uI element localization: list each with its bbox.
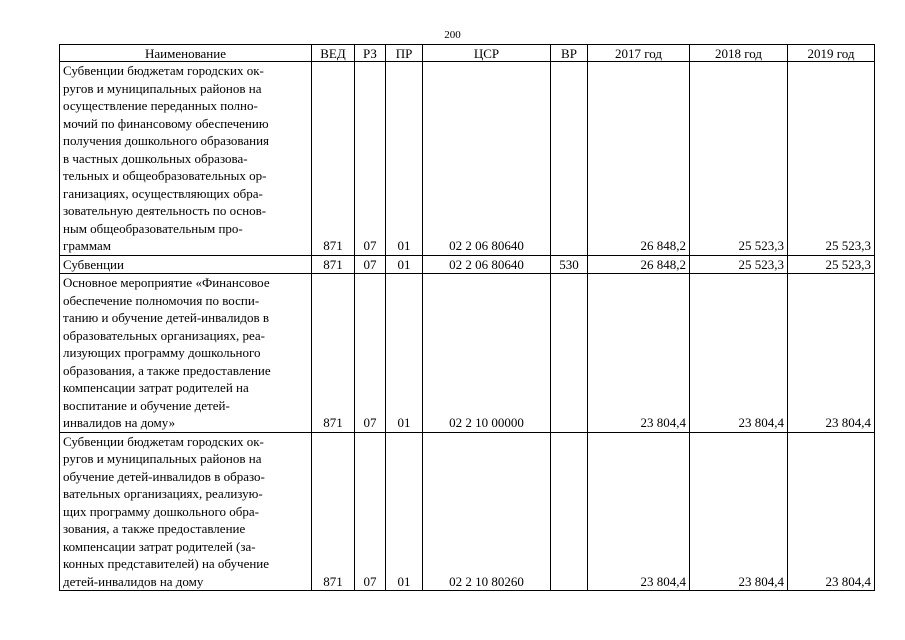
table-body [60, 62, 875, 591]
cell-rz: 07 [355, 62, 386, 256]
cell-name: Субвенции бюджетам городских ок- ругов и муниципальных районов на осуществление переданных полно- мочий по финансовому обеспечению получения дошкольного образования в частных дошкольных образова- тельных и общеобразовательных ор- ганизациях, осуществляющих обра- зовательную деятельность по основ- ным общеобразовательным про- граммам [60, 62, 312, 256]
cell-vr [551, 274, 588, 433]
cell-ved: 871 [312, 62, 355, 256]
cell-csr: 02 2 10 00000 [423, 274, 551, 433]
cell-2018: 25 523,3 [690, 62, 788, 256]
cell-ved: 871 [312, 274, 355, 433]
cell-vr [551, 62, 588, 256]
cell-vr: 530 [551, 255, 588, 274]
cell-2019: 23 804,4 [788, 274, 875, 433]
cell-vr [551, 432, 588, 591]
table-row [60, 62, 875, 256]
header-csr: ЦСР [423, 45, 551, 62]
budget-table [59, 44, 875, 591]
cell-rz: 07 [355, 432, 386, 591]
cell-pr: 01 [386, 255, 423, 274]
header-2017: 2017 год [588, 45, 690, 62]
table-row [60, 432, 875, 591]
cell-pr: 01 [386, 432, 423, 591]
cell-name: Субвенции бюджетам городских ок- ругов и муниципальных районов на обучение детей-инвалидов в образо- вательных организациях, реализую- щих программу дошкольного обра- зования, а также предоставление компенсации затрат родителей (за- конных представителей) на обучение детей-инвалидов на дому [60, 432, 312, 591]
cell-2019: 25 523,3 [788, 62, 875, 256]
cell-2017: 26 848,2 [588, 62, 690, 256]
cell-2018: 23 804,4 [690, 274, 788, 433]
header-row [60, 45, 875, 62]
header-pr: ПР [386, 45, 423, 62]
cell-pr: 01 [386, 62, 423, 256]
cell-name: Субвенции [60, 255, 312, 274]
cell-2017: 23 804,4 [588, 432, 690, 591]
cell-rz: 07 [355, 274, 386, 433]
cell-pr: 01 [386, 274, 423, 433]
cell-rz: 07 [355, 255, 386, 274]
header-2018: 2018 год [690, 45, 788, 62]
table-row [60, 274, 875, 433]
cell-2019: 25 523,3 [788, 255, 875, 274]
cell-2017: 23 804,4 [588, 274, 690, 433]
table-row [60, 255, 875, 274]
cell-2019: 23 804,4 [788, 432, 875, 591]
cell-csr: 02 2 06 80640 [423, 255, 551, 274]
cell-name: Основное мероприятие «Финансовое обеспечение полномочия по воспи- танию и обучение детей-инвалидов в образовательных организациях, реа- лизующих программу дошкольного образования, а также предоставление компенсации затрат родителей на воспитание и обучение детей- инвалидов на дому» [60, 274, 312, 433]
header-rz: РЗ [355, 45, 386, 62]
cell-csr: 02 2 06 80640 [423, 62, 551, 256]
header-ved: ВЕД [312, 45, 355, 62]
header-vr: ВР [551, 45, 588, 62]
header-name: Наименование [60, 45, 312, 62]
cell-2017: 26 848,2 [588, 255, 690, 274]
header-2019: 2019 год [788, 45, 875, 62]
cell-csr: 02 2 10 80260 [423, 432, 551, 591]
page-number: 200 [444, 29, 461, 41]
cell-ved: 871 [312, 255, 355, 274]
cell-ved: 871 [312, 432, 355, 591]
cell-2018: 23 804,4 [690, 432, 788, 591]
cell-2018: 25 523,3 [690, 255, 788, 274]
table-header [60, 45, 875, 62]
